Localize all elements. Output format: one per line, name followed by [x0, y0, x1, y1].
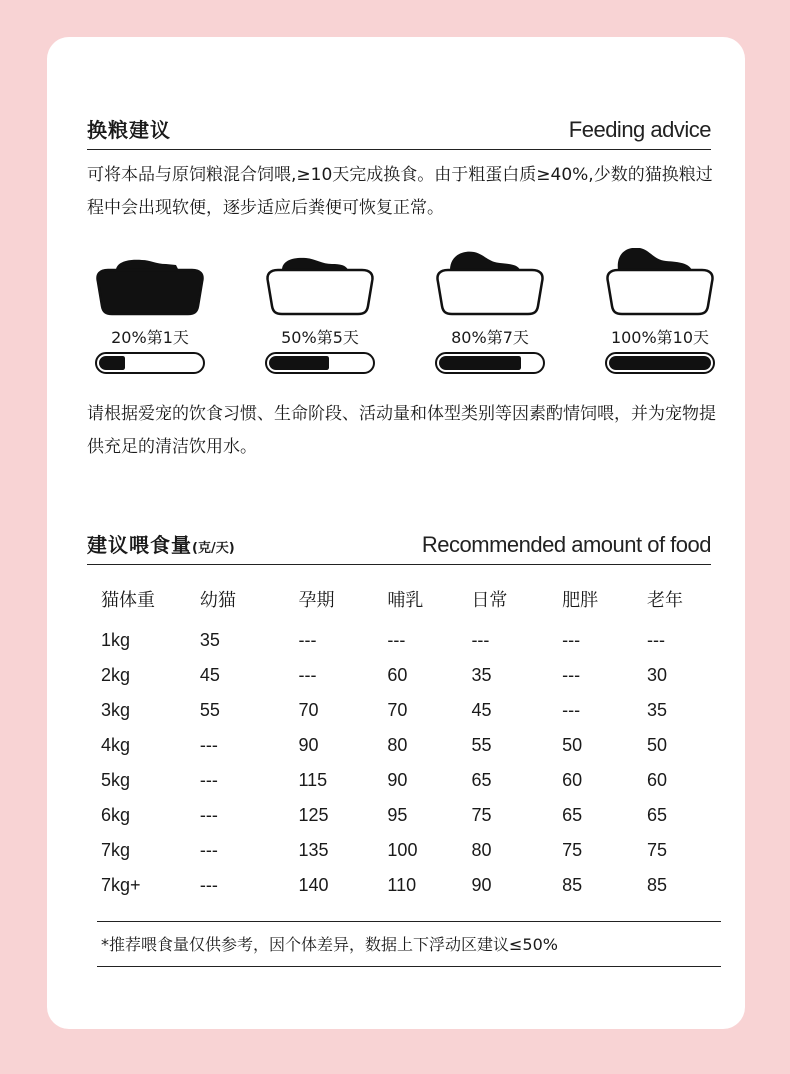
stage-progress-bar	[95, 352, 205, 374]
table-row	[93, 693, 723, 728]
table-cell: 90	[387, 770, 408, 790]
amount-title-en: Recommended amount of food	[421, 532, 711, 557]
header-pregnant: 孕期	[298, 590, 335, 611]
header-daily: 日常	[471, 590, 508, 611]
table-cell: ---	[199, 805, 218, 825]
table-cell: 45	[199, 665, 220, 685]
table-cell: 45	[471, 700, 492, 720]
stage-progress-fill	[269, 356, 329, 370]
feeding-advice-header	[87, 105, 711, 150]
disclaimer-note: *推荐喂食量仅供参考，因个体差异，数据上下浮动区建议≤50%	[97, 921, 721, 967]
table-cell: 70	[298, 700, 319, 720]
table-row	[93, 658, 723, 693]
stage-progress-fill	[99, 356, 125, 370]
table-cell: ---	[199, 735, 218, 755]
stage-label: 20%第1天	[111, 328, 189, 347]
table-cell: 3kg	[101, 700, 131, 720]
feeding-advice-text: 请根据爱宠的饮食习惯、生命阶段、活动量和体型类别等因素酌情饲喂，并为宠物提供充足的清洁饮用水。	[87, 404, 716, 457]
table-cell: 50	[646, 735, 667, 755]
stage-4	[585, 248, 735, 383]
table-cell: ---	[562, 700, 581, 720]
table-cell: 125	[298, 805, 329, 825]
table-cell: 65	[471, 770, 492, 790]
stage-progress-fill	[439, 356, 521, 370]
stage-3	[415, 248, 565, 383]
table-cell: 7kg+	[101, 875, 141, 895]
table-cell: ---	[298, 630, 317, 650]
table-row	[93, 798, 723, 833]
stage-progress-bar	[265, 352, 375, 374]
table-cell: 55	[471, 735, 492, 755]
table-cell: 115	[298, 770, 328, 790]
stage-progress-bar	[435, 352, 545, 374]
table-cell: 55	[199, 700, 220, 720]
food-bowl-icon	[260, 248, 380, 320]
header-weight: 猫体重	[101, 590, 155, 611]
table-cell: ---	[199, 840, 218, 860]
table-cell: ---	[387, 630, 406, 650]
feeding-table	[93, 575, 723, 903]
table-cell: ---	[199, 770, 218, 790]
table-cell: 35	[199, 630, 220, 650]
table-row	[93, 868, 723, 903]
feeding-advice-title: 换粮建议	[87, 118, 171, 142]
table-cell: 140	[298, 875, 329, 895]
table-cell: 100	[387, 840, 418, 860]
header-senior: 老年	[646, 590, 683, 611]
table-cell: 95	[387, 805, 408, 825]
stage-1	[75, 248, 225, 383]
amount-title-text: 建议喂食量	[87, 533, 192, 557]
table-cell: 35	[471, 665, 492, 685]
table-cell: 75	[562, 840, 583, 860]
table-cell: 85	[562, 875, 583, 895]
feeding-advice-title-en: Feeding advice	[568, 117, 711, 142]
table-cell: 65	[646, 805, 667, 825]
header-nursing: 哺乳	[387, 590, 424, 611]
transition-intro: 可将本品与原饲粮混合饲喂,≥10天完成换食。由于粗蛋白质≥40%,少数的猫换粮过程中会出现软便，逐步适应后粪便可恢复正常。	[87, 165, 713, 218]
table-cell: 35	[646, 700, 667, 720]
table-cell: 60	[387, 665, 408, 685]
stage-progress-fill	[609, 356, 711, 370]
table-cell: 90	[471, 875, 492, 895]
table-cell: ---	[298, 665, 317, 685]
stage-2	[245, 248, 395, 383]
table-row	[93, 728, 723, 763]
table-cell: ---	[471, 630, 490, 650]
amount-title-unit: (克/天)	[192, 541, 235, 556]
stage-label: 80%第7天	[451, 328, 529, 347]
header-kitten: 幼猫	[199, 590, 236, 611]
table-cell: ---	[562, 665, 581, 685]
table-cell: 75	[646, 840, 667, 860]
table-cell: 60	[646, 770, 667, 790]
table-header-row	[93, 575, 723, 623]
table-cell: ---	[646, 630, 665, 650]
table-cell: 65	[562, 805, 583, 825]
table-cell: 75	[471, 805, 492, 825]
table-cell: 110	[387, 875, 417, 895]
table-row	[93, 833, 723, 868]
stage-progress-bar	[605, 352, 715, 374]
stage-label: 100%第10天	[610, 328, 710, 347]
table-cell: 80	[471, 840, 492, 860]
table-cell: 50	[562, 735, 583, 755]
table-cell: 2kg	[101, 665, 131, 685]
stage-label: 50%第5天	[281, 328, 359, 347]
table-cell: 30	[646, 665, 667, 685]
table-cell: 7kg	[101, 840, 131, 860]
table-cell: ---	[199, 875, 218, 895]
table-cell: 60	[562, 770, 583, 790]
table-cell: 4kg	[101, 735, 131, 755]
table-cell: 1kg	[101, 630, 131, 650]
food-bowl-icon	[430, 248, 550, 320]
table-cell: ---	[562, 630, 581, 650]
table-cell: 85	[646, 875, 667, 895]
amount-title	[87, 529, 235, 558]
table-row	[93, 763, 723, 798]
table-row	[93, 623, 723, 658]
table-cell: 90	[298, 735, 319, 755]
table-cell: 80	[387, 735, 408, 755]
table-cell: 5kg	[101, 770, 131, 790]
table-cell: 6kg	[101, 805, 131, 825]
table-cell: 70	[387, 700, 408, 720]
food-bowl-icon	[600, 248, 720, 320]
amount-header	[87, 520, 711, 565]
header-obese: 肥胖	[562, 590, 599, 611]
feeding-card	[47, 37, 745, 1029]
food-bowl-icon	[90, 248, 210, 320]
table-cell: 135	[298, 840, 329, 860]
